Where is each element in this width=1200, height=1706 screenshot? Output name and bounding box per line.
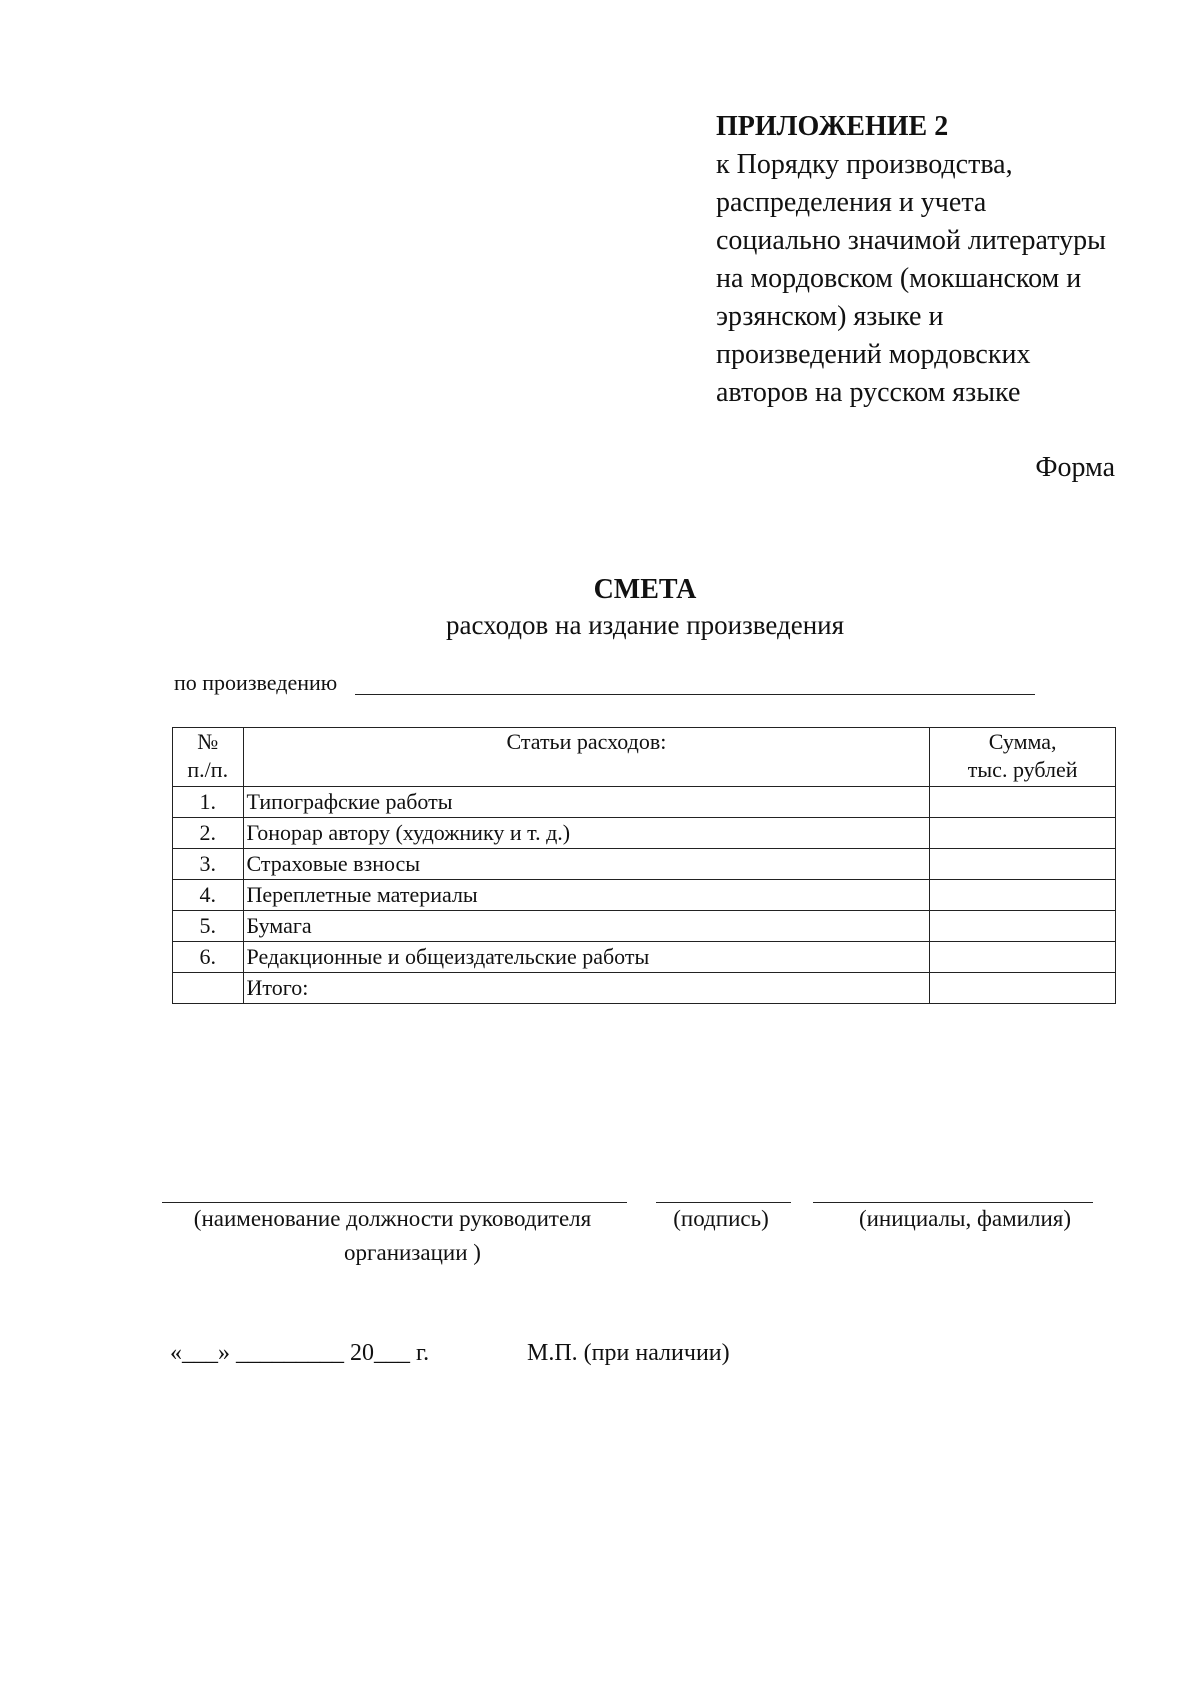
appendix-line: распределения и учета <box>716 187 987 218</box>
row-sum[interactable] <box>930 818 1116 849</box>
row-sum[interactable] <box>930 880 1116 911</box>
appendix-line: социально значимой литературы <box>716 225 1106 256</box>
row-item: Гонорар автору (художнику и т. д.) <box>243 818 930 849</box>
date-year-blank[interactable]: ___ <box>374 1340 410 1366</box>
form-label: Форма <box>1035 452 1115 483</box>
row-item: Бумага <box>243 911 930 942</box>
row-num: 2. <box>173 818 244 849</box>
table-row <box>173 818 1116 849</box>
signature-caption: (подпись) <box>673 1206 769 1231</box>
document-subtitle: расходов на издание произведения <box>445 610 845 640</box>
date-close-quote: » <box>218 1340 230 1366</box>
header-num <box>173 728 244 787</box>
table-total-row <box>173 973 1116 1004</box>
work-name-field[interactable] <box>355 694 1035 695</box>
header-num-line: п./п. <box>187 757 229 782</box>
position-caption-line: организации ) <box>344 1240 481 1265</box>
header-sum-line: тыс. рублей <box>967 757 1078 782</box>
stamp-label: М.П. (при наличии) <box>527 1340 730 1366</box>
row-num: 6. <box>173 942 244 973</box>
work-label: по произведению <box>174 670 338 695</box>
row-item: Переплетные материалы <box>243 880 930 911</box>
document-title: СМЕТА <box>593 574 697 605</box>
position-caption <box>160 1202 625 1270</box>
appendix-line: на мордовском (мокшанском и <box>716 263 1082 294</box>
row-item: Итого: <box>243 973 930 1004</box>
date-day-blank[interactable]: ___ <box>182 1340 218 1366</box>
position-caption-line: (наименование должности руководителя <box>193 1206 592 1231</box>
row-sum[interactable] <box>930 787 1116 818</box>
table-row <box>173 942 1116 973</box>
appendix-title: ПРИЛОЖЕНИЕ 2 <box>716 111 949 142</box>
appendix-line: произведений мордовских <box>716 339 1031 370</box>
header-sum-line: Сумма, <box>988 729 1057 754</box>
header-sum <box>930 728 1116 787</box>
appendix-line: авторов на русском языке <box>716 377 1021 408</box>
table-row <box>173 880 1116 911</box>
total-sum[interactable] <box>930 973 1116 1004</box>
name-caption: (инициалы, фамилия) <box>858 1206 1072 1231</box>
table-row <box>173 911 1116 942</box>
row-num: 5. <box>173 911 244 942</box>
row-item: Страховые взносы <box>243 849 930 880</box>
row-num: 4. <box>173 880 244 911</box>
row-num <box>173 973 244 1004</box>
date-month-blank[interactable]: _________ <box>236 1340 344 1366</box>
table-row <box>173 849 1116 880</box>
row-num: 1. <box>173 787 244 818</box>
header-num-line: № <box>197 729 219 754</box>
header-item: Статьи расходов: <box>243 728 930 787</box>
row-sum[interactable] <box>930 942 1116 973</box>
row-sum[interactable] <box>930 849 1116 880</box>
row-num: 3. <box>173 849 244 880</box>
row-item: Типографские работы <box>243 787 930 818</box>
date-year-prefix: 20 <box>350 1340 374 1366</box>
date-year-suffix: г. <box>416 1340 430 1366</box>
appendix-line: к Порядку производства, <box>716 149 1013 180</box>
table-row <box>173 787 1116 818</box>
date-line <box>170 1340 429 1367</box>
appendix-block <box>716 108 1176 412</box>
table-header-row <box>173 728 1116 787</box>
row-item: Редакционные и общеиздательские работы <box>243 942 930 973</box>
appendix-line: эрзянском) языке и <box>716 301 944 332</box>
cost-table <box>172 727 1116 1004</box>
row-sum[interactable] <box>930 911 1116 942</box>
date-open-quote: « <box>170 1340 182 1366</box>
